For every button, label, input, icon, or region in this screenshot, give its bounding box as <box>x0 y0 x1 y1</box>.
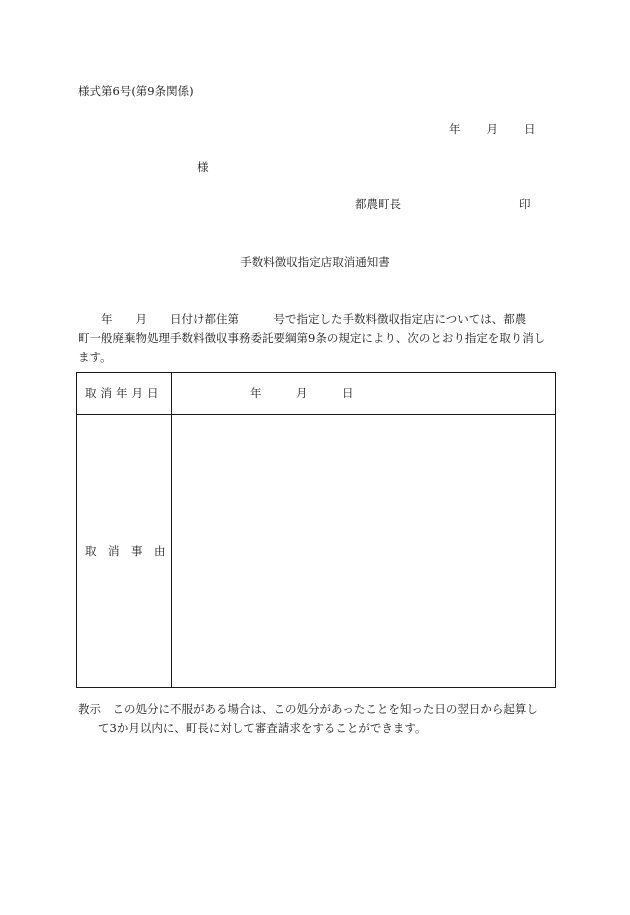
notice-line-2: て3か月以内に、町長に対して審査請求をすることができます。 <box>98 721 427 735</box>
sender-name: 都農町長 <box>355 197 401 211</box>
body-line-3: ます。 <box>78 350 112 364</box>
table-column-divider <box>171 373 172 687</box>
year-label: 年 <box>449 122 461 136</box>
table-row-divider <box>77 414 555 415</box>
body-paragraph <box>78 310 556 367</box>
seal-mark: 印 <box>519 197 531 211</box>
body-line-1: 年 月 日付け都住第 号で指定した手数料徴収指定店については、都農 <box>78 312 527 326</box>
notice-line-1: 教示 この処分に不服がある場合は、この処分があったことを知った日の翌日から起算し <box>78 702 538 716</box>
cancel-date-label: 取消年月日 <box>85 386 163 400</box>
appeal-notice <box>78 700 558 738</box>
cancel-date-value: 年 月 日 <box>250 386 354 400</box>
form-number: 様式第6号(第9条関係) <box>78 84 194 98</box>
body-line-2: 町一般廃棄物処理手数料徴収事務委託要綱第9条の規定により、次のとおり指定を取り消し <box>78 331 546 345</box>
issue-date-line <box>449 124 536 136</box>
day-label: 日 <box>524 122 536 136</box>
cancel-reason-label: 取 消 事 由 <box>85 544 166 558</box>
document-title: 手数料徴収指定店取消通知書 <box>240 255 390 269</box>
addressee-suffix: 様 <box>197 160 209 174</box>
cancellation-table <box>76 372 556 688</box>
month-label: 月 <box>486 122 498 136</box>
